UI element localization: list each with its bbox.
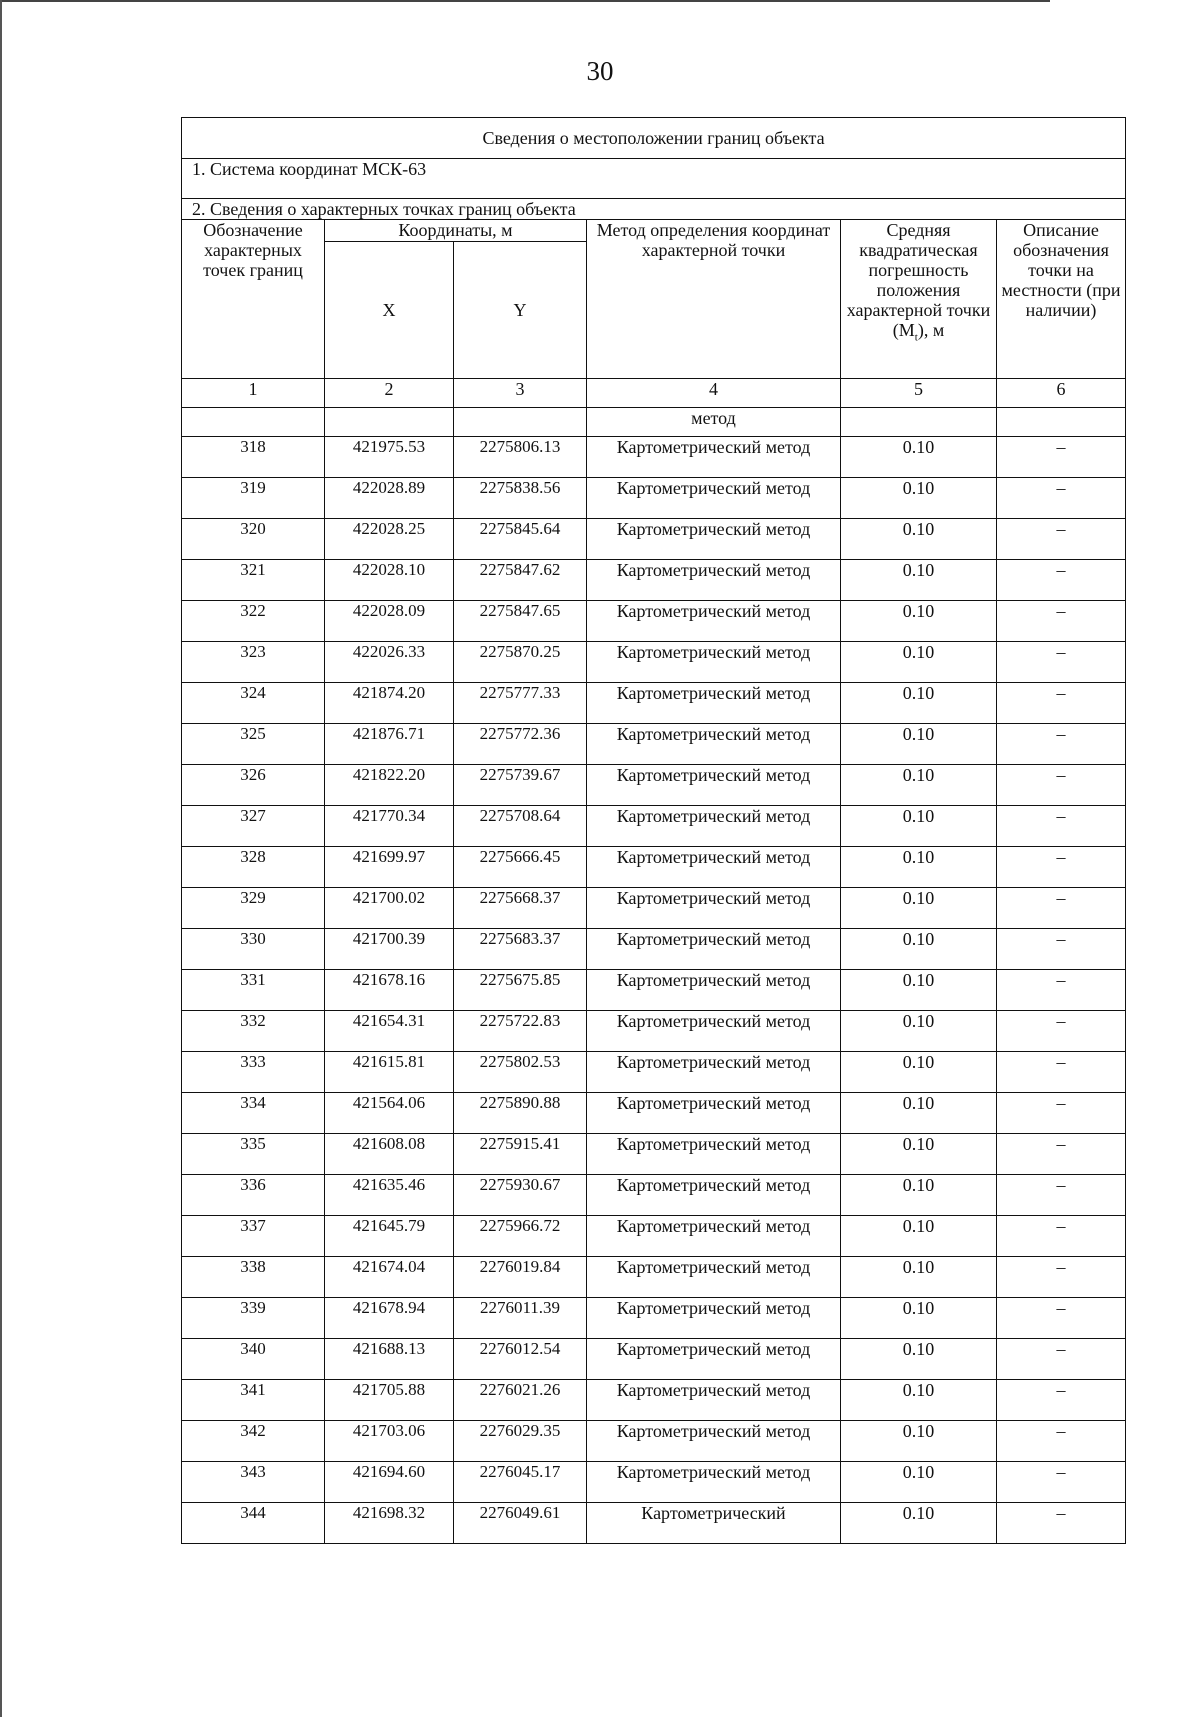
x-cell: 421700.02 [325,888,454,929]
method-cell: Картометрический метод [587,1216,841,1257]
table-row [182,1175,1126,1216]
table-row [182,1216,1126,1257]
description-cell: – [997,1380,1126,1421]
y-cell: 2276045.17 [454,1462,587,1503]
x-cell: 422028.25 [325,519,454,560]
table-row [182,1011,1126,1052]
table-row [182,437,1126,478]
x-cell: 422026.33 [325,642,454,683]
point-cell: 329 [182,888,325,929]
point-cell: 322 [182,601,325,642]
description-cell: – [997,1257,1126,1298]
y-cell: 2276049.61 [454,1503,587,1544]
method-cell: Картометрический метод [587,437,841,478]
point-cell: 318 [182,437,325,478]
error-cell: 0.10 [841,888,997,929]
table-row [182,478,1126,519]
continued-cell [325,408,454,437]
description-cell: – [997,1339,1126,1380]
description-cell: – [997,642,1126,683]
column-number: 4 [587,379,841,408]
method-cell: Картометрический метод [587,724,841,765]
description-cell: – [997,724,1126,765]
error-cell: 0.10 [841,683,997,724]
point-cell: 325 [182,724,325,765]
table-row [182,1339,1126,1380]
description-cell: – [997,1462,1126,1503]
y-cell: 2275668.37 [454,888,587,929]
header-error: Средняя квадратическая погрешность положения характерной точки $(M_t)$, м [841,220,997,379]
header-coordinates: Координаты, м [325,220,587,242]
x-cell: 421615.81 [325,1052,454,1093]
continued-cell [454,408,587,437]
method-cell: Картометрический метод [587,1011,841,1052]
point-cell: 328 [182,847,325,888]
description-cell: – [997,683,1126,724]
point-cell: 333 [182,1052,325,1093]
x-cell: 421703.06 [325,1421,454,1462]
error-cell: 0.10 [841,1093,997,1134]
error-cell: 0.10 [841,560,997,601]
description-cell: – [997,1298,1126,1339]
error-cell: 0.10 [841,1503,997,1544]
continued-cell [997,408,1126,437]
description-cell: – [997,437,1126,478]
y-cell: 2275806.13 [454,437,587,478]
table-row [182,560,1126,601]
table-row [182,765,1126,806]
error-cell: 0.10 [841,601,997,642]
table-row [182,970,1126,1011]
point-cell: 334 [182,1093,325,1134]
description-cell: – [997,1093,1126,1134]
method-cell: Картометрический метод [587,1380,841,1421]
description-cell: – [997,970,1126,1011]
column-number: 2 [325,379,454,408]
x-cell: 421694.60 [325,1462,454,1503]
error-cell: 0.10 [841,847,997,888]
y-cell: 2276019.84 [454,1257,587,1298]
error-cell: 0.10 [841,642,997,683]
description-cell: – [997,601,1126,642]
point-cell: 320 [182,519,325,560]
error-cell: 0.10 [841,1298,997,1339]
description-cell: – [997,560,1126,601]
x-cell: 421874.20 [325,683,454,724]
column-number: 1 [182,379,325,408]
description-cell: – [997,1134,1126,1175]
point-cell: 341 [182,1380,325,1421]
method-cell: Картометрический метод [587,929,841,970]
y-cell: 2275847.62 [454,560,587,601]
y-cell: 2275838.56 [454,478,587,519]
method-cell: Картометрический метод [587,478,841,519]
y-cell: 2275666.45 [454,847,587,888]
y-cell: 2275675.85 [454,970,587,1011]
header-method: Метод определения координат характерной точки [587,220,841,379]
table-row [182,1298,1126,1339]
point-cell: 330 [182,929,325,970]
x-cell: 421564.06 [325,1093,454,1134]
boundary-points-table [181,117,1126,1544]
method-cell: Картометрический метод [587,1175,841,1216]
x-cell: 421698.32 [325,1503,454,1544]
point-cell: 327 [182,806,325,847]
description-cell: – [997,1421,1126,1462]
error-cell: 0.10 [841,519,997,560]
method-cell: Картометрический метод [587,888,841,929]
method-cell: Картометрический метод [587,765,841,806]
y-cell: 2275802.53 [454,1052,587,1093]
continued-cell [182,408,325,437]
header-description: Описание обозначения точки на местности (при наличии) [997,220,1126,379]
method-cell: Картометрический метод [587,1257,841,1298]
x-cell: 421876.71 [325,724,454,765]
y-cell: 2275966.72 [454,1216,587,1257]
description-cell: – [997,1216,1126,1257]
error-cell: 0.10 [841,1339,997,1380]
error-cell: 0.10 [841,970,997,1011]
table-row [182,1093,1126,1134]
point-cell: 335 [182,1134,325,1175]
method-cell: Картометрический метод [587,519,841,560]
error-cell: 0.10 [841,929,997,970]
table-row [182,519,1126,560]
method-cell: Картометрический метод [587,1298,841,1339]
description-cell: – [997,478,1126,519]
scan-edge-left [0,0,2,1717]
point-cell: 337 [182,1216,325,1257]
x-cell: 421645.79 [325,1216,454,1257]
error-cell: 0.10 [841,806,997,847]
error-cell: 0.10 [841,765,997,806]
method-cell: Картометрический метод [587,560,841,601]
point-cell: 338 [182,1257,325,1298]
page-number: 30 [586,56,614,86]
table-row [182,724,1126,765]
x-cell: 421705.88 [325,1380,454,1421]
error-cell: 0.10 [841,1380,997,1421]
table-row [182,847,1126,888]
description-cell: – [997,929,1126,970]
error-cell: 0.10 [841,1421,997,1462]
point-cell: 323 [182,642,325,683]
x-cell: 421822.20 [325,765,454,806]
y-cell: 2275890.88 [454,1093,587,1134]
description-cell: – [997,765,1126,806]
method-cell: Картометрический метод [587,1421,841,1462]
point-cell: 343 [182,1462,325,1503]
error-cell: 0.10 [841,1052,997,1093]
y-cell: 2275683.37 [454,929,587,970]
error-cell: 0.10 [841,437,997,478]
y-cell: 2275915.41 [454,1134,587,1175]
description-cell: – [997,1011,1126,1052]
x-cell: 422028.10 [325,560,454,601]
y-cell: 2276021.26 [454,1380,587,1421]
table-row [182,888,1126,929]
table-row [182,683,1126,724]
coordinate-system: 1. Система координат МСК-63 [182,159,1126,199]
method-cell: Картометрический метод [587,1462,841,1503]
point-cell: 340 [182,1339,325,1380]
x-cell: 422028.89 [325,478,454,519]
description-cell: – [997,1052,1126,1093]
error-cell: 0.10 [841,1462,997,1503]
y-cell: 2276029.35 [454,1421,587,1462]
point-cell: 324 [182,683,325,724]
y-cell: 2275772.36 [454,724,587,765]
description-cell: – [997,806,1126,847]
column-number: 3 [454,379,587,408]
column-number: 6 [997,379,1126,408]
method-cell: Картометрический метод [587,847,841,888]
description-cell: – [997,847,1126,888]
y-cell: 2275845.64 [454,519,587,560]
table-row [182,1257,1126,1298]
table-row [182,806,1126,847]
method-cell: Картометрический метод [587,683,841,724]
method-cell: Картометрический метод [587,601,841,642]
error-cell: 0.10 [841,724,997,765]
y-cell: 2275708.64 [454,806,587,847]
header-point-designation: Обозначение характерных точек границ [182,220,325,379]
table-row [182,1052,1126,1093]
method-cell: Картометрический метод [587,642,841,683]
table-row [182,601,1126,642]
point-cell: 326 [182,765,325,806]
description-cell: – [997,888,1126,929]
x-cell: 421699.97 [325,847,454,888]
point-cell: 332 [182,1011,325,1052]
table-row [182,929,1126,970]
y-cell: 2275739.67 [454,765,587,806]
x-cell: 421674.04 [325,1257,454,1298]
section-title: 2. Сведения о характерных точках границ объекта [182,199,1126,220]
table-row [182,1503,1126,1544]
error-cell: 0.10 [841,1011,997,1052]
y-cell: 2275722.83 [454,1011,587,1052]
y-cell: 2275777.33 [454,683,587,724]
error-cell: 0.10 [841,1257,997,1298]
table-row [182,642,1126,683]
method-cell: Картометрический метод [587,1339,841,1380]
header-y: Y [454,242,587,379]
x-cell: 421678.94 [325,1298,454,1339]
point-cell: 336 [182,1175,325,1216]
method-cell: Картометрический [587,1503,841,1544]
table-row [182,1134,1126,1175]
x-cell: 421608.08 [325,1134,454,1175]
point-cell: 342 [182,1421,325,1462]
method-cell: Картометрический метод [587,806,841,847]
method-cell: Картометрический метод [587,1134,841,1175]
table-row [182,1380,1126,1421]
error-cell: 0.10 [841,1216,997,1257]
x-cell: 421700.39 [325,929,454,970]
x-cell: 422028.09 [325,601,454,642]
scan-edge-top [0,0,1050,2]
y-cell: 2275930.67 [454,1175,587,1216]
description-cell: – [997,519,1126,560]
point-cell: 331 [182,970,325,1011]
table-banner: Сведения о местоположении границ объекта [182,118,1126,159]
continued-cell [841,408,997,437]
table-row [182,1462,1126,1503]
error-cell: 0.10 [841,478,997,519]
y-cell: 2276011.39 [454,1298,587,1339]
point-cell: 339 [182,1298,325,1339]
y-cell: 2275847.65 [454,601,587,642]
table-row [182,1421,1126,1462]
x-cell: 421635.46 [325,1175,454,1216]
error-cell: 0.10 [841,1134,997,1175]
point-cell: 321 [182,560,325,601]
method-cell: Картометрический метод [587,970,841,1011]
method-cell: Картометрический метод [587,1093,841,1134]
column-number: 5 [841,379,997,408]
method-cell: Картометрический метод [587,1052,841,1093]
error-cell: 0.10 [841,1175,997,1216]
header-x: X [325,242,454,379]
y-cell: 2275870.25 [454,642,587,683]
x-cell: 421770.34 [325,806,454,847]
x-cell: 421975.53 [325,437,454,478]
y-cell: 2276012.54 [454,1339,587,1380]
x-cell: 421654.31 [325,1011,454,1052]
continued-method: метод [587,408,841,437]
point-cell: 344 [182,1503,325,1544]
description-cell: – [997,1175,1126,1216]
x-cell: 421688.13 [325,1339,454,1380]
x-cell: 421678.16 [325,970,454,1011]
point-cell: 319 [182,478,325,519]
description-cell: – [997,1503,1126,1544]
